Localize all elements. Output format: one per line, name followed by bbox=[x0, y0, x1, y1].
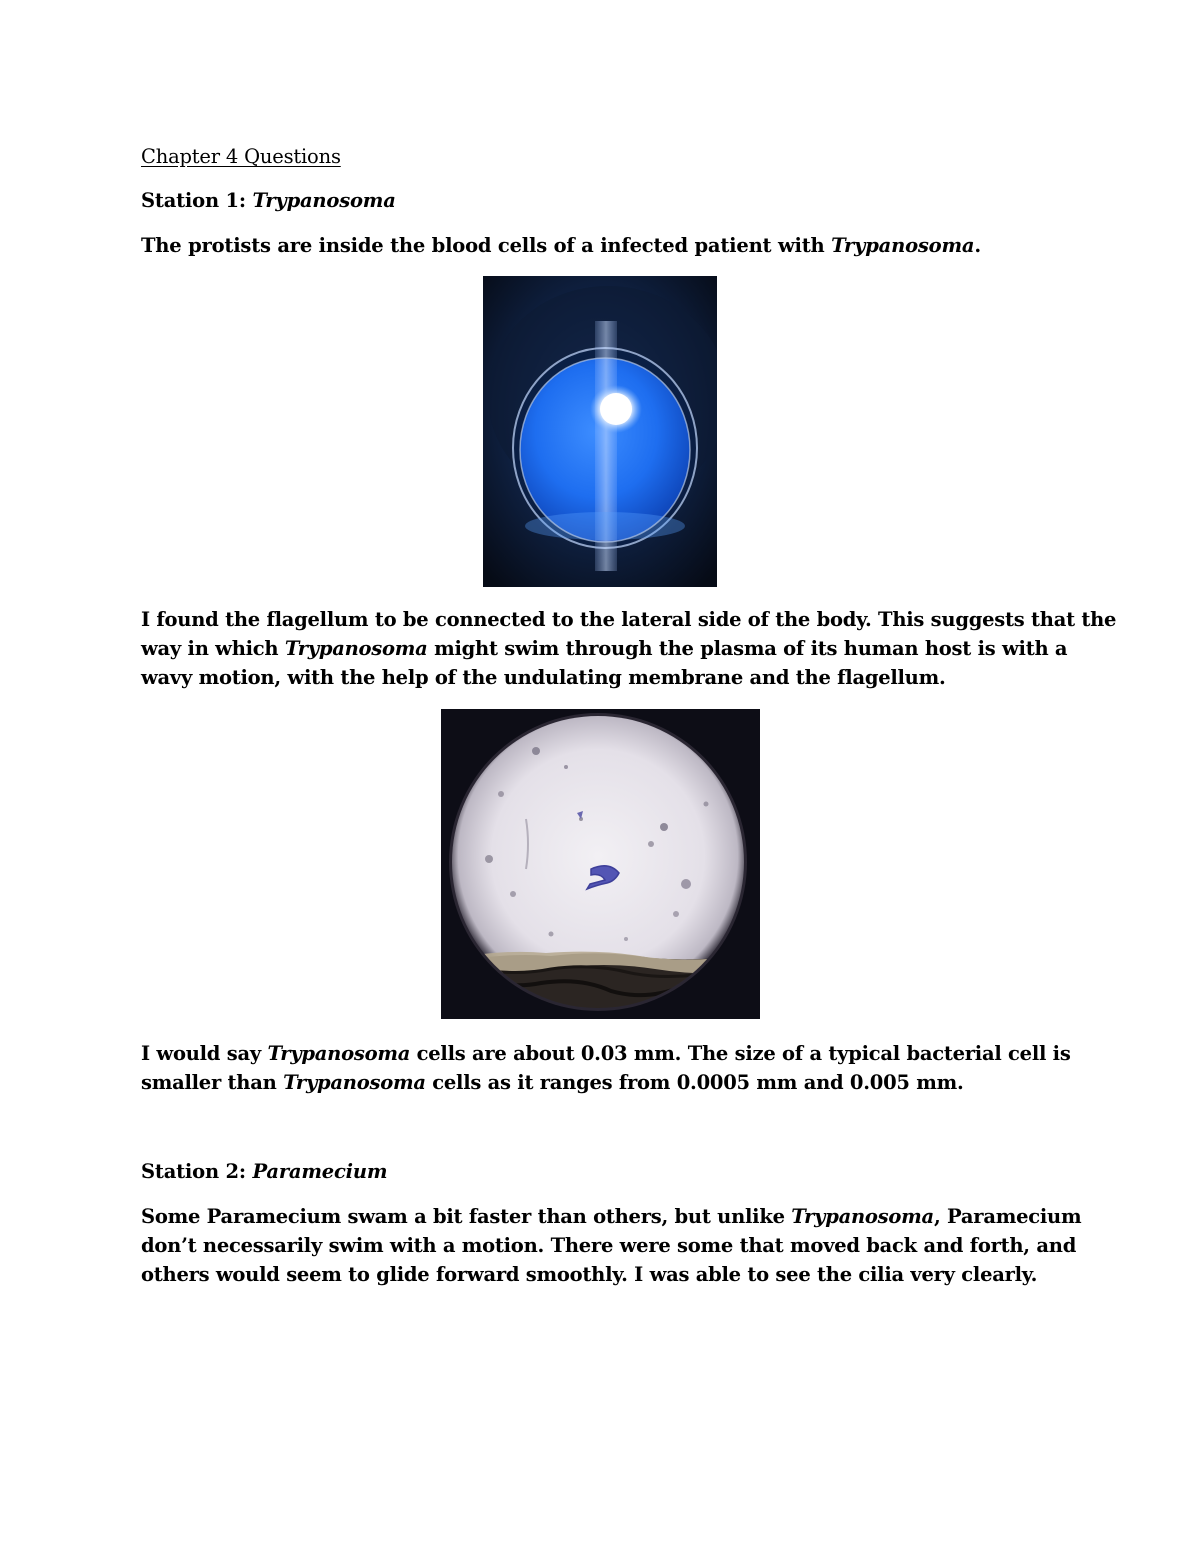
text-span: way in which bbox=[141, 637, 285, 660]
text-span: cells are about 0.03 mm. The size of a typical bacterial cell is bbox=[410, 1042, 1071, 1065]
paragraph-line bbox=[141, 1202, 1082, 1231]
paragraph-flagellum bbox=[141, 605, 1117, 692]
paragraph-line: others would seem to glide forward smoothly. I was able to see the cilia very clearly. bbox=[141, 1263, 1038, 1286]
page-title: Chapter 4 Questions bbox=[141, 145, 341, 168]
organism-name: Trypanosoma bbox=[267, 1042, 411, 1065]
text-span: cells as it ranges from 0.0005 mm and 0.005 mm. bbox=[425, 1071, 964, 1094]
intro-organism: Trypanosoma bbox=[831, 234, 975, 257]
station-2-organism: Paramecium bbox=[252, 1160, 388, 1183]
microscope-view-photo bbox=[441, 709, 760, 1019]
organism-name: Trypanosoma bbox=[283, 1071, 426, 1094]
organism-name: Trypanosoma bbox=[284, 637, 428, 660]
text-span: I would say bbox=[141, 1042, 268, 1065]
station-1-organism: Trypanosoma bbox=[252, 189, 396, 212]
station-2-heading bbox=[141, 1157, 387, 1186]
paragraph-paramecium bbox=[141, 1202, 1082, 1289]
organism-name: Trypanosoma bbox=[791, 1205, 934, 1228]
text-span: smaller than bbox=[141, 1071, 284, 1094]
station-1-heading bbox=[141, 186, 396, 215]
paragraph-line: I found the flagellum to be connected to the lateral side of the body. This suggests that the bbox=[141, 608, 1117, 631]
intro-text: The protists are inside the blood cells of a infected patient with bbox=[141, 234, 832, 257]
paragraph-line: don’t necessarily swim with a motion. There were some that moved back and forth, and bbox=[141, 1234, 1077, 1257]
paragraph-line bbox=[141, 1068, 1061, 1097]
paragraph-size bbox=[141, 1039, 1071, 1097]
paragraph-line bbox=[141, 1039, 1071, 1068]
station-1-intro bbox=[141, 231, 981, 260]
paragraph-line bbox=[141, 634, 1068, 663]
text-span: , Paramecium bbox=[933, 1205, 1082, 1228]
text-span: Some Paramecium swam a bit faster than others, but unlike bbox=[141, 1205, 792, 1228]
text-span: might swim through the plasma of its human host is with a bbox=[427, 637, 1068, 660]
petri-dish-photo bbox=[483, 276, 717, 587]
station-2-label: Station 2: bbox=[141, 1160, 253, 1183]
intro-end: . bbox=[974, 234, 981, 257]
paragraph-line: wavy motion, with the help of the undulating membrane and the flagellum. bbox=[141, 666, 946, 689]
station-1-label: Station 1: bbox=[141, 189, 253, 212]
